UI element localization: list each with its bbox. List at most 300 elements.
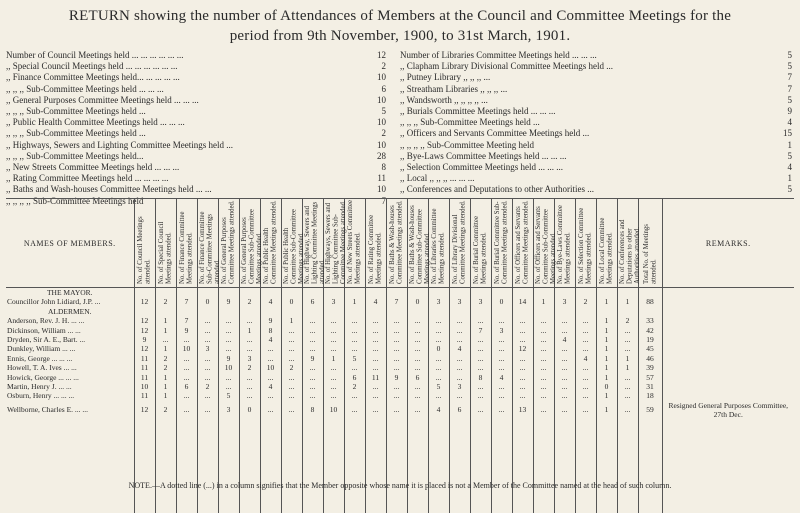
attendance-cell: 1 <box>239 326 260 335</box>
table-row <box>6 316 794 325</box>
meeting-count-row <box>6 128 386 139</box>
table-row <box>6 335 794 344</box>
column-header <box>617 199 641 288</box>
attendance-cell: ... <box>260 373 281 382</box>
attendance-cell: ... <box>470 354 491 363</box>
attendance-cell: ... <box>197 335 218 344</box>
attendance-cell: ... <box>512 382 533 391</box>
attendance-cell: 88 <box>638 297 662 306</box>
attendance-cell: ... <box>428 316 449 325</box>
meeting-count-row <box>400 50 792 61</box>
meeting-type-label: ,, Special Council Meetings held ... ... ... ... ... ... <box>6 61 178 72</box>
empty-cell <box>533 307 554 316</box>
empty-cell <box>134 307 155 316</box>
attendance-cell: ... <box>176 373 197 382</box>
attendance-cell: ... <box>533 326 554 335</box>
empty-cell <box>197 428 218 437</box>
attendance-cell: 8 <box>260 326 281 335</box>
empty-cell <box>638 438 662 447</box>
attendance-cell: ... <box>470 344 491 353</box>
empty-cell <box>344 428 365 437</box>
attendance-cell: ... <box>575 401 596 419</box>
column-header <box>638 199 662 288</box>
attendance-cell: ... <box>197 326 218 335</box>
empty-cell <box>470 419 491 428</box>
attendance-cell: 14 <box>512 297 533 306</box>
attendance-cell: 2 <box>575 297 596 306</box>
attendance-cell: ... <box>407 316 428 325</box>
empty-cell <box>533 419 554 428</box>
empty-cell <box>6 494 134 503</box>
empty-cell <box>134 503 155 512</box>
attendance-cell: 11 <box>134 363 155 372</box>
column-header-text: No. of Burial Committee Sub-Committee Meetings attended. <box>494 200 509 284</box>
attendance-cell: ... <box>617 335 638 344</box>
empty-cell <box>575 447 596 456</box>
empty-cell <box>155 466 176 475</box>
empty-cell <box>281 447 302 456</box>
empty-cell <box>428 438 449 447</box>
attendance-cell: ... <box>176 335 197 344</box>
empty-cell <box>386 288 407 298</box>
meeting-type-label: ,, Public Health Committee Meetings held ... ... ... <box>6 117 185 128</box>
attendance-cell: ... <box>512 316 533 325</box>
empty-cell <box>575 288 596 298</box>
meeting-type-label: ,, ,, ,, Sub-Committee Meetings held ... <box>400 117 540 128</box>
member-name: Anderson, Rev. J. H. ... ... <box>7 316 85 326</box>
attendance-cell: 4 <box>260 335 281 344</box>
empty-cell <box>662 503 794 512</box>
empty-cell <box>596 419 617 428</box>
attendance-cell: ... <box>281 373 302 382</box>
empty-cell <box>470 503 491 512</box>
meeting-count-value: 7 <box>787 72 792 83</box>
empty-cell <box>617 419 638 428</box>
attendance-cell: ... <box>533 401 554 419</box>
empty-cell <box>239 503 260 512</box>
attendance-cell: ... <box>617 326 638 335</box>
attendance-cell: ... <box>344 335 365 344</box>
attendance-cell: ... <box>470 316 491 325</box>
section-heading: ALDERMEN. <box>47 306 92 316</box>
empty-cell <box>155 428 176 437</box>
attendance-cell: 1 <box>281 316 302 325</box>
empty-cell <box>491 503 512 512</box>
empty-cell <box>617 466 638 475</box>
meeting-type-label: ,, ,, ,, Sub-Committee Meetings held... <box>6 150 144 161</box>
attendance-cell: 13 <box>512 401 533 419</box>
empty-cell <box>491 438 512 447</box>
column-header <box>260 199 281 288</box>
attendance-cell: ... <box>260 354 281 363</box>
attendance-cell: 12 <box>134 401 155 419</box>
attendance-cell: ... <box>386 326 407 335</box>
empty-cell <box>344 307 365 316</box>
attendance-cell: ... <box>386 344 407 353</box>
attendance-cell: 11 <box>134 391 155 400</box>
meeting-count-row <box>400 61 792 72</box>
attendance-cell: 5 <box>344 354 365 363</box>
empty-cell <box>470 288 491 298</box>
empty-cell <box>596 307 617 316</box>
remark-cell <box>662 363 794 372</box>
meeting-count-value: 5 <box>787 50 792 60</box>
column-header-text: No. of Baths & Wash-houses Committee Meetings attended. <box>389 200 404 284</box>
attendance-cell: ... <box>176 401 197 419</box>
empty-cell <box>407 438 428 447</box>
blank-row <box>6 438 794 447</box>
member-name: Osburn, Henry ... ... ... <box>7 391 75 401</box>
attendance-cell: 11 <box>134 373 155 382</box>
attendance-cell: 9 <box>302 354 323 363</box>
attendance-cell: 31 <box>638 382 662 391</box>
attendance-cell: ... <box>428 326 449 335</box>
attendance-cell: ... <box>617 373 638 382</box>
attendance-cell: 9 <box>176 326 197 335</box>
attendance-cell: ... <box>407 401 428 419</box>
empty-cell <box>344 466 365 475</box>
empty-cell <box>365 456 386 465</box>
empty-cell <box>575 307 596 316</box>
empty-cell <box>662 288 794 298</box>
attendance-cell: 12 <box>134 297 155 306</box>
empty-cell <box>449 466 470 475</box>
attendance-cell: 3 <box>449 297 470 306</box>
meeting-count-value: 11 <box>377 173 386 184</box>
empty-cell <box>260 438 281 447</box>
empty-cell <box>575 419 596 428</box>
empty-cell <box>365 288 386 298</box>
empty-cell <box>281 438 302 447</box>
attendance-cell: ... <box>428 373 449 382</box>
attendance-cell: 5 <box>428 382 449 391</box>
meeting-type-label: ,, Clapham Library Divisional Committee Meetings held ... <box>400 61 613 72</box>
attendance-cell: 11 <box>365 373 386 382</box>
attendance-cell: ... <box>386 354 407 363</box>
column-header <box>197 199 221 288</box>
empty-cell <box>176 428 197 437</box>
empty-cell <box>365 438 386 447</box>
attendance-cell: ... <box>176 354 197 363</box>
attendance-cell: 3 <box>218 401 239 419</box>
meeting-count-row <box>6 184 386 195</box>
empty-cell <box>428 494 449 503</box>
blank-row <box>6 466 794 475</box>
empty-cell <box>491 307 512 316</box>
attendance-cell: ... <box>617 401 638 419</box>
empty-cell <box>449 438 470 447</box>
attendance-cell: ... <box>449 316 470 325</box>
empty-cell <box>281 494 302 503</box>
empty-cell <box>365 466 386 475</box>
empty-cell <box>491 494 512 503</box>
attendance-cell: ... <box>197 354 218 363</box>
empty-cell <box>533 494 554 503</box>
attendance-cell: ... <box>344 401 365 419</box>
table-row <box>6 326 794 335</box>
attendance-cell: ... <box>365 382 386 391</box>
empty-cell <box>428 447 449 456</box>
empty-cell <box>617 447 638 456</box>
empty-cell <box>260 503 281 512</box>
meeting-count-row <box>6 50 386 61</box>
attendance-cell: ... <box>323 391 344 400</box>
attendance-cell: ... <box>575 316 596 325</box>
empty-cell <box>596 447 617 456</box>
empty-cell <box>407 288 428 298</box>
attendance-cell: ... <box>239 391 260 400</box>
empty-cell <box>323 419 344 428</box>
empty-cell <box>365 419 386 428</box>
empty-cell <box>662 494 794 503</box>
remark-cell <box>662 335 794 344</box>
attendance-cell: 1 <box>617 363 638 372</box>
empty-cell <box>302 419 323 428</box>
attendance-cell: ... <box>302 335 323 344</box>
attendance-cell: ... <box>470 401 491 419</box>
empty-cell <box>662 307 794 316</box>
attendance-cell: ... <box>365 363 386 372</box>
attendance-cell: ... <box>449 335 470 344</box>
empty-cell <box>6 503 134 512</box>
attendance-cell: ... <box>533 363 554 372</box>
column-header-text: No. of Selection Committee Meetings attended. <box>578 207 593 284</box>
attendance-cell: 3 <box>491 326 512 335</box>
attendance-cell: ... <box>554 316 575 325</box>
empty-cell <box>323 466 344 475</box>
attendance-cell: 12 <box>134 316 155 325</box>
empty-cell <box>554 288 575 298</box>
empty-cell <box>281 503 302 512</box>
empty-cell <box>155 288 176 298</box>
empty-cell <box>386 494 407 503</box>
attendance-cell: ... <box>533 391 554 400</box>
empty-cell <box>554 503 575 512</box>
attendance-cell: ... <box>302 326 323 335</box>
empty-cell <box>344 447 365 456</box>
attendance-cell: ... <box>197 363 218 372</box>
meeting-type-label: ,, Wandsworth ,, ,, ,, ,, ... <box>400 94 488 105</box>
empty-cell <box>176 456 197 465</box>
column-header <box>365 199 386 288</box>
attendance-cell: ... <box>365 326 386 335</box>
empty-cell <box>302 428 323 437</box>
empty-cell <box>662 419 794 428</box>
empty-cell <box>533 503 554 512</box>
empty-cell <box>197 438 218 447</box>
column-header-text: No. of Officers and Servants Committee Sub-Committee Meetings attended. <box>534 206 557 284</box>
attendance-cell: ... <box>239 344 260 353</box>
empty-cell <box>260 456 281 465</box>
empty-cell <box>662 456 794 465</box>
empty-cell <box>449 288 470 298</box>
empty-cell <box>344 288 365 298</box>
attendance-cell: ... <box>281 335 302 344</box>
empty-cell <box>218 456 239 465</box>
meeting-count-value: 7 <box>381 195 386 206</box>
empty-cell <box>554 466 575 475</box>
empty-cell <box>512 419 533 428</box>
attendance-cell: 4 <box>260 297 281 306</box>
attendance-cell: 1 <box>155 373 176 382</box>
meeting-type-label: Number of Libraries Committee Meetings held ... ... ... <box>400 50 597 60</box>
column-header-text: No. of Highways, Sewers and Lighting Committee Sub-Committee Meetings attended. <box>324 200 347 284</box>
meeting-count-row <box>400 84 792 95</box>
meeting-count-value: 5 <box>787 94 792 105</box>
attendance-cell: ... <box>386 382 407 391</box>
column-header-text: No. of Highway, Sewers and Lighting Committee Meetings attended. <box>303 201 326 284</box>
attendance-cell: 1 <box>596 297 617 306</box>
empty-cell <box>533 438 554 447</box>
attendance-cell: ... <box>281 326 302 335</box>
empty-cell <box>218 428 239 437</box>
column-header-text: No. of Finance Committee Meetings attended. <box>179 211 194 284</box>
attendance-cell: 0 <box>197 297 218 306</box>
attendance-cell: ... <box>365 335 386 344</box>
member-name: Dunkley, William ... ... <box>7 344 76 354</box>
meeting-type-label: ,, Officers and Servants Committee Meetings held ... <box>400 128 590 139</box>
empty-cell <box>134 438 155 447</box>
attendance-cell: 0 <box>491 297 512 306</box>
attendance-cell: 0 <box>407 297 428 306</box>
column-header-text: Total No. of Meetings attended. <box>642 224 657 284</box>
attendance-cell: ... <box>365 316 386 325</box>
empty-cell <box>176 503 197 512</box>
empty-cell <box>239 447 260 456</box>
attendance-cell: ... <box>554 382 575 391</box>
attendance-cell: ... <box>344 391 365 400</box>
empty-cell <box>386 419 407 428</box>
empty-cell <box>218 447 239 456</box>
column-header <box>407 199 431 288</box>
empty-cell <box>155 503 176 512</box>
attendance-cell: 2 <box>239 297 260 306</box>
empty-cell <box>596 288 617 298</box>
attendance-cell: 10 <box>134 382 155 391</box>
meeting-count-row <box>6 61 386 72</box>
attendance-cell: ... <box>554 344 575 353</box>
attendance-cell: 0 <box>239 401 260 419</box>
attendance-cell: ... <box>218 373 239 382</box>
meetings-held-right <box>400 50 792 196</box>
empty-cell <box>302 307 323 316</box>
empty-cell <box>302 466 323 475</box>
empty-cell <box>554 307 575 316</box>
attendance-cell: ... <box>449 391 470 400</box>
empty-cell <box>218 466 239 475</box>
blank-row <box>6 447 794 456</box>
attendance-cell: 3 <box>449 382 470 391</box>
attendance-cell: ... <box>428 363 449 372</box>
attendance-cell: 1 <box>344 297 365 306</box>
empty-cell <box>155 419 176 428</box>
attendance-cell: ... <box>302 382 323 391</box>
attendance-cell: ... <box>491 401 512 419</box>
attendance-cell: ... <box>197 401 218 419</box>
empty-cell <box>638 428 662 437</box>
meeting-count-value: 1 <box>787 173 792 184</box>
empty-cell <box>470 438 491 447</box>
meeting-type-label: ,, Selection Committee Meetings held ... ... ... <box>400 162 563 173</box>
remark-cell <box>662 373 794 382</box>
attendance-cell: 10 <box>260 363 281 372</box>
attendance-cell: 1 <box>617 354 638 363</box>
column-header-text: No. of Conferences and Deputations to other Authorities attended. <box>618 219 641 284</box>
empty-cell <box>260 288 281 298</box>
attendance-cell: 7 <box>176 297 197 306</box>
empty-cell <box>302 288 323 298</box>
attendance-cell: ... <box>386 335 407 344</box>
empty-cell <box>6 438 134 447</box>
meeting-count-value: 8 <box>381 162 386 173</box>
attendance-cell: 6 <box>344 373 365 382</box>
empty-cell <box>239 494 260 503</box>
title-line-2: period from 9th November, 1900, to 31st March, 1901. <box>229 28 571 44</box>
attendance-cell: ... <box>155 335 176 344</box>
column-header <box>470 199 491 288</box>
empty-cell <box>197 419 218 428</box>
attendance-cell: ... <box>491 363 512 372</box>
meeting-count-value: 10 <box>377 139 386 150</box>
attendance-cell: 3 <box>470 297 491 306</box>
empty-cell <box>302 494 323 503</box>
empty-cell <box>512 503 533 512</box>
empty-cell <box>575 428 596 437</box>
meeting-count-row <box>400 72 792 83</box>
attendance-cell: ... <box>302 316 323 325</box>
column-header-text: No. of Burial Committee Meetings attended. <box>473 216 488 284</box>
attendance-cell: ... <box>491 335 512 344</box>
blank-row <box>6 428 794 437</box>
empty-cell <box>491 447 512 456</box>
empty-cell <box>197 466 218 475</box>
section-heading-row <box>6 288 794 298</box>
attendance-cell: 9 <box>386 373 407 382</box>
meeting-count-row <box>400 173 792 184</box>
column-header-text: No. of Rating Committee Meetings attended. <box>368 214 383 284</box>
empty-cell <box>197 503 218 512</box>
empty-cell <box>365 503 386 512</box>
attendance-cell: ... <box>617 391 638 400</box>
attendance-cell: 0 <box>428 344 449 353</box>
member-name: Howell, T. A. Ives ... ... <box>7 363 77 373</box>
attendance-cell: ... <box>617 382 638 391</box>
meeting-count-value: 10 <box>377 72 386 83</box>
meeting-count-row <box>400 162 792 173</box>
attendance-cell: ... <box>491 354 512 363</box>
meeting-count-row <box>400 106 792 117</box>
column-header <box>323 199 347 288</box>
empty-cell <box>6 447 134 456</box>
remark-cell <box>662 326 794 335</box>
meeting-count-value: 2 <box>381 128 386 139</box>
empty-cell <box>449 456 470 465</box>
meeting-count-row <box>400 140 792 151</box>
attendance-cell: 1 <box>155 326 176 335</box>
empty-cell <box>596 503 617 512</box>
column-header <box>218 199 239 288</box>
attendance-cell: ... <box>386 391 407 400</box>
column-header-text: No. of Council Meetings attended. <box>137 216 152 284</box>
attendance-cell: 8 <box>470 373 491 382</box>
empty-cell <box>554 428 575 437</box>
attendance-cell: 45 <box>638 344 662 353</box>
empty-cell <box>239 307 260 316</box>
empty-cell <box>575 438 596 447</box>
empty-cell <box>239 428 260 437</box>
attendance-cell: ... <box>449 326 470 335</box>
attendance-cell: ... <box>575 344 596 353</box>
